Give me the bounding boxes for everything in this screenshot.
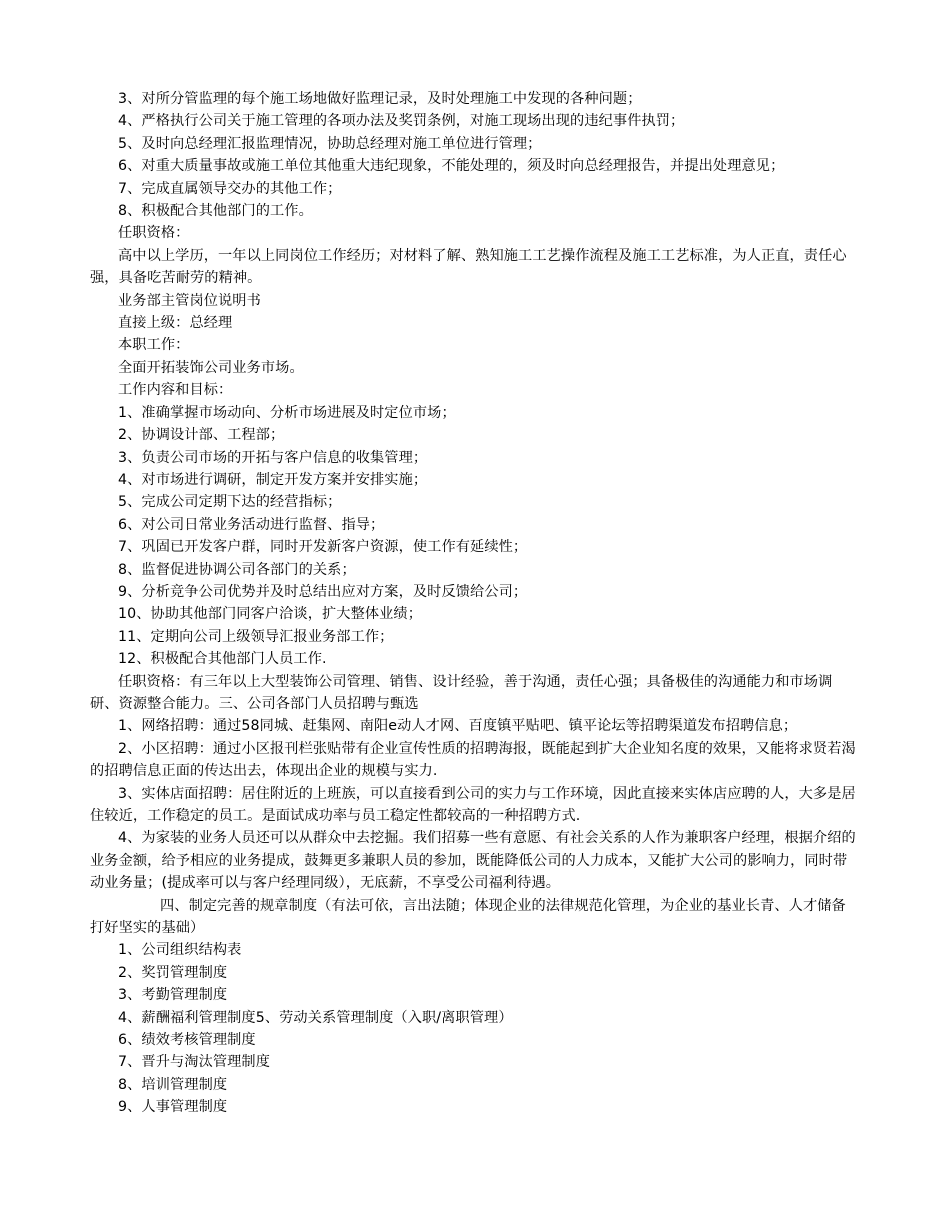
list-item: 3、负责公司市场的开拓与客户信息的收集管理； xyxy=(118,449,428,466)
list-item: 11、定期向公司上级领导汇报业务部工作； xyxy=(118,628,394,645)
list-item: 2、奖罚管理制度 xyxy=(118,964,228,981)
section-heading: 四、制定完善的规章制度（有法可依，言出法随；体现企业的法律规范化管理，为企业的基业长青、人才储备打好坚实的基础） xyxy=(90,897,846,937)
list-item: 4、薪酬福利管理制度5、劳动关系管理制度（入职/离职管理） xyxy=(118,1009,513,1026)
paragraph: 直接上级：总经理 xyxy=(118,315,233,332)
paragraph: 任职资格：有三年以上大型装饰公司管理、销售、设计经验，善于沟通，责任心强；具备极佳的沟通能力和市场调研、资源整合能力。三、公司各部门人员招聘与甄选 xyxy=(90,673,833,712)
list-item: 12、积极配合其他部门人员工作. xyxy=(118,651,327,668)
list-item: 6、对公司日常业务活动进行监督、指导； xyxy=(118,516,385,533)
section-label: 工作内容和目标： xyxy=(118,382,233,399)
list-item: 6、绩效考核管理制度 xyxy=(118,1032,256,1049)
list-item: 5、完成公司定期下达的经营指标； xyxy=(118,494,342,511)
list-item: 7、巩固已开发客户群，同时开发新客户资源，使工作有延续性； xyxy=(118,539,528,556)
paragraph: 1、网络招聘：通过58同城、赶集网、南阳e动人才网、百度镇平贴吧、镇平论坛等招聘渠道发布招聘信息； xyxy=(118,718,798,735)
section-label: 任职资格： xyxy=(118,225,190,242)
list-item: 1、准确掌握市场动向、分析市场进展及时定位市场； xyxy=(118,404,456,421)
list-item: 1、公司组织结构表 xyxy=(118,942,242,959)
list-item: 7、晋升与淘汰管理制度 xyxy=(118,1054,271,1071)
paragraph: 8、积极配合其他部门的工作。 xyxy=(118,203,313,220)
document-page xyxy=(90,88,860,1119)
list-item: 10、协助其他部门同客户洽谈，扩大整体业绩； xyxy=(118,606,423,623)
paragraph: 4、为家装的业务人员还可以从群众中去挖掘。我们招募一些有意愿、有社会关系的人作为兼职客户经理，根据介绍的业务金额，给予相应的业务提成，鼓舞更多兼职人员的参加，既能降低公司的人力成本，又能扩大公司的影响力，同时带动业务量；(提成率可以与客户经理同级），无底薪，不享受公司福利待遇。 xyxy=(90,830,856,892)
list-item: 8、培训管理制度 xyxy=(118,1076,228,1093)
paragraph: 3、实体店面招聘：居住附近的上班族，可以直接看到公司的实力与工作环境，因此直接来实体店应聘的人，大多是居住较近，工作稳定的员工。是面试成功率与员工稳定性都较高的一种招聘方式. xyxy=(90,785,856,824)
paragraph: 5、及时向总经理汇报监理情况，协助总经理对施工单位进行管理； xyxy=(118,135,542,152)
paragraph: 4、严格执行公司关于施工管理的各项办法及奖罚条例，对施工现场出现的违纪事件执罚； xyxy=(118,113,685,130)
list-item: 3、考勤管理制度 xyxy=(118,987,228,1004)
section-title: 业务部主管岗位说明书 xyxy=(118,292,261,309)
paragraph: 高中以上学历，一年以上同岗位工作经历；对材料了解、熟知施工工艺操作流程及施工工艺标准，为人正直，责任心强，具备吃苦耐劳的精神。 xyxy=(90,247,847,287)
paragraph: 2、小区招聘：通过小区报刊栏张贴带有企业宣传性质的招聘海报，既能起到扩大企业知名度的效果，又能将求贤若渴的招聘信息正面的传达出去，体现出企业的规模与实力. xyxy=(90,740,856,780)
list-item: 9、分析竞争公司优势并及时总结出应对方案，及时反馈给公司； xyxy=(118,583,528,600)
list-item: 9、人事管理制度 xyxy=(118,1099,228,1116)
section-label: 本职工作： xyxy=(118,337,190,354)
list-item: 4、对市场进行调研，制定开发方案并安排实施； xyxy=(118,471,428,488)
list-item: 2、协调设计部、工程部； xyxy=(118,427,285,444)
paragraph: 6、对重大质量事故或施工单位其他重大违纪现象，不能处理的，须及时向总经理报告，并提出处理意见； xyxy=(118,158,785,175)
paragraph: 3、对所分管监理的每个施工场地做好监理记录，及时处理施工中发现的各种问题； xyxy=(118,91,642,107)
list-item: 8、监督促进协调公司各部门的关系； xyxy=(118,561,356,578)
paragraph: 全面开拓装饰公司业务市场。 xyxy=(118,359,304,376)
paragraph: 7、完成直属领导交办的其他工作； xyxy=(118,180,342,197)
